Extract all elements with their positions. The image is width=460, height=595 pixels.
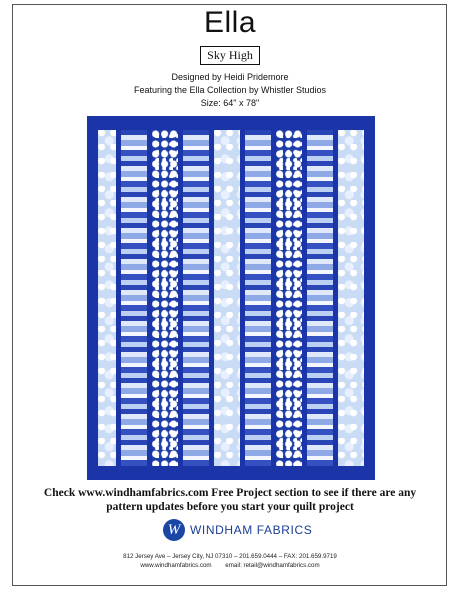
update-notice-line-2: pattern updates before you start your quilt project	[106, 501, 354, 513]
windham-logo	[163, 517, 313, 547]
collection-credit: Featuring the Ella Collection by Whistler Studios	[133, 85, 327, 95]
windham-w-icon: W	[163, 519, 185, 541]
pattern-title: Ella	[203, 6, 257, 39]
contact-address: 812 Jersey Ave – Jersey City, NJ 07310 – 201.659.0444 – FAX: 201.659.9719	[123, 553, 337, 560]
quilt-strip-pieced	[121, 130, 147, 466]
quilt-size: Size: 64" x 78"	[200, 98, 260, 108]
quilt-strip-pieced	[307, 130, 333, 466]
quilt-strip-pieced	[245, 130, 271, 466]
pattern-subtitle: Sky High	[200, 46, 260, 65]
quilt-strip-light	[214, 130, 240, 466]
contact-web-email: www.windhamfabrics.com email: retail@windhamfabrics.com	[140, 562, 320, 569]
quilt-strip-floral	[152, 130, 178, 466]
quilt-strip-floral	[276, 130, 302, 466]
brand-name: WINDHAM FABRICS	[190, 523, 313, 537]
update-notice-line-1: Check www.windhamfabrics.com Free Project section to see if there are any	[43, 487, 417, 499]
quilt-strip-light	[338, 130, 364, 466]
quilt-strip-light	[98, 130, 116, 466]
quilt-image	[87, 116, 375, 480]
designer-credit: Designed by Heidi Pridemore	[171, 72, 289, 82]
quilt-strip-pieced	[183, 130, 209, 466]
